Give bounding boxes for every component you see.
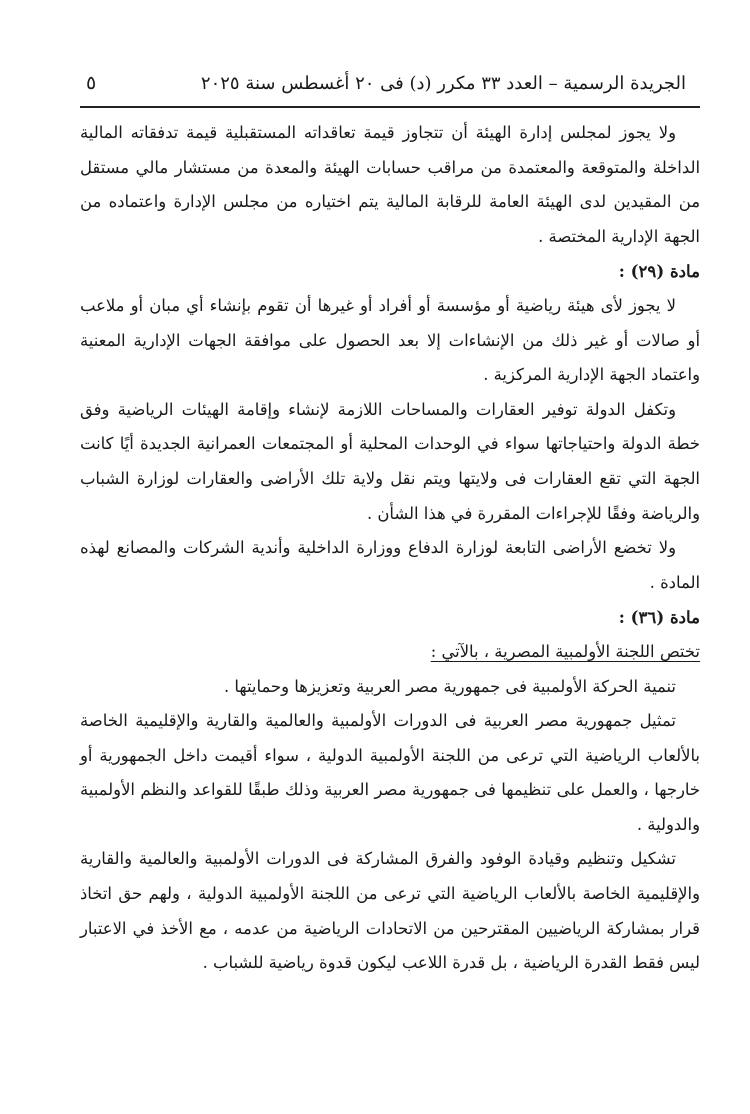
paragraph: وتكفل الدولة توفير العقارات والمساحات اللازمة لإنشاء وإقامة الهيئات الرياضية وفق خطة الدولة واحتياجاتها سواء في الوحدات المحلية أو المجتمعات العمرانية الجديدة أيًا كانت الجهة التي تقع العقارات فى ولايتها ويتم نقل ولاية تلك الأراضى والعقارات لوزارة الشباب والرياضة وفقًا للإجراءات المقررة في هذا الشأن . — [80, 399, 700, 523]
article-heading-36: مادة (٣٦) : — [618, 607, 700, 628]
header-title: الجريدة الرسمية – العدد ٣٣ مكرر (د) فى ٢٠ أغسطس سنة ٢٠٢٥ — [200, 73, 686, 94]
paragraph: لا يجوز لأى هيئة رياضية أو مؤسسة أو أفراد أو غيرها أن تقوم بإنشاء أي مبان أو ملاعب أو صالات أو غير ذلك من الإنشاءات إلا بعد الحصول على موافقة الجهات الإدارية المعنية واعتماد الجهة الإدارية المركزية . — [80, 295, 700, 385]
paragraph: ولا يجوز لمجلس إدارة الهيئة أن تتجاوز قيمة تعاقداته المستقبلية قيمة تدفقاته المالية الداخلة والمتوقعة والمعتمدة من مراقب حسابات الهيئة والمعدة من مستشار مالي مستقل من المقيدين لدى الهيئة العامة للرقابة المالية يتم اختياره من مجلس الإدارة واعتماده من الجهة الإدارية المختصة . — [80, 123, 700, 246]
page-header — [80, 72, 700, 108]
document-body — [80, 116, 700, 981]
page-number: ٥ — [86, 72, 97, 94]
list-item: تشكيل وتنظيم وقيادة الوفود والفرق المشاركة فى الدورات الأولمبية والعالمية والقارية والإقليمية الخاصة بالألعاب الرياضية التي ترعى من اللجنة الأولمبية الدولية ، ولهم حق اتخاذ قرار بمشاركة الرياضيين المقترحين من الاتحادات الرياضية من عدمه ، مع الأخذ في الاعتبار ليس فقط القدرة الرياضية ، بل قدرة اللاعب ليكون قدوة رياضية للشباب . — [80, 849, 700, 973]
list-item: تنمية الحركة الأولمبية فى جمهورية مصر العربية وتعزيزها وحمايتها . — [223, 676, 676, 696]
article-intro-text: تختص اللجنة الأولمبية المصرية ، بالآتي : — [430, 641, 700, 661]
list-item: تمثيل جمهورية مصر العربية فى الدورات الأولمبية والعالمية والقارية والإقليمية الخاصة بالألعاب الرياضية التي ترعى من اللجنة الأولمبية الدولية ، سواء أقيمت داخل الجمهورية أو خارجها ، والعمل على تنظيمها فى جمهورية مصر العربية وذلك طبقًا للقواعد والنظم الأولمبية والدولية . — [80, 711, 700, 834]
paragraph: ولا تخضع الأراضى التابعة لوزارة الدفاع ووزارة الداخلية وأندية الشركات والمصانع لهذه المادة . — [80, 538, 700, 592]
article-heading-29: مادة (٢٩) : — [618, 261, 700, 282]
article-intro — [80, 635, 700, 670]
